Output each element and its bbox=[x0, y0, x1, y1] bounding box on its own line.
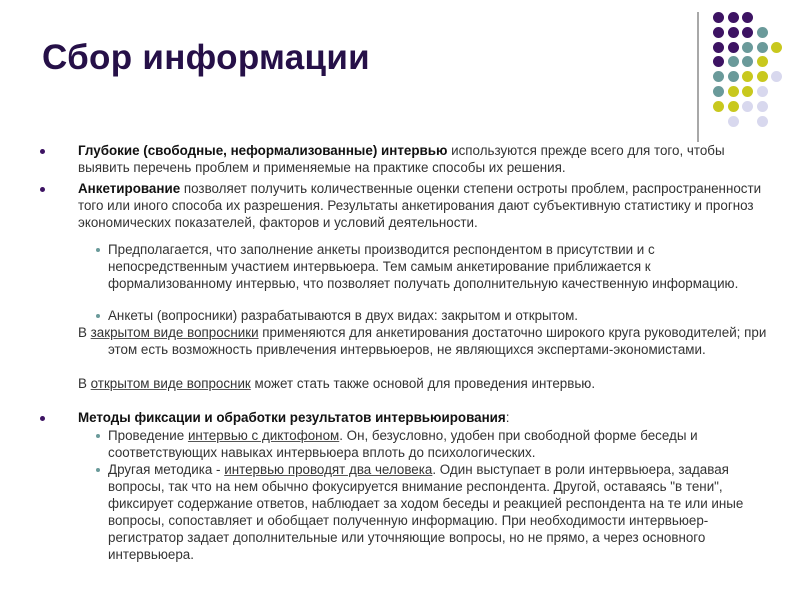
dot-lavender bbox=[771, 71, 782, 82]
bullet-questionnaire bbox=[78, 180, 768, 231]
bullet-icon bbox=[96, 314, 100, 318]
text: Другая методика - bbox=[108, 462, 225, 477]
dot-lavender bbox=[742, 101, 753, 112]
text: используются прежде всего для того, чтобы выявить перечень проблем и применяемые на практике способы их решения. bbox=[78, 143, 725, 175]
dot-purple bbox=[728, 42, 739, 53]
text: Анкеты (вопросники) разрабатываются в двух видах: закрытом и открытом. bbox=[108, 308, 578, 323]
underlined-term: интервью с диктофоном bbox=[187, 428, 340, 443]
dot-lavender bbox=[757, 86, 768, 97]
dot-purple bbox=[713, 56, 724, 67]
dot-lavender bbox=[757, 116, 768, 127]
dot-yellow bbox=[757, 56, 768, 67]
dot-yellow bbox=[728, 86, 739, 97]
term: Анкетирование bbox=[78, 181, 181, 196]
text: позволяет получить количественные оценки степени остроты проблем, распространенности того или иного способа их разрешения. Результаты анкетирования дают субъективную статистику и прогноз экономических показателей, факторов и условий деятельности. bbox=[78, 181, 762, 230]
dot-teal bbox=[742, 42, 753, 53]
dot-teal bbox=[728, 56, 739, 67]
term: Глубокие (свободные, неформализованные) интервью bbox=[78, 143, 448, 158]
bullet-methods bbox=[78, 409, 768, 426]
para-closed bbox=[78, 324, 788, 358]
text: . Он, безусловно, удобен при свободной форме беседы и соответствующих навыках интервьюера вплоть до психологических. bbox=[108, 428, 698, 460]
dot-yellow bbox=[771, 42, 782, 53]
dot-teal bbox=[713, 86, 724, 97]
dot-yellow bbox=[757, 71, 768, 82]
text: применяются для анкетирования достаточно широкого круга руководителей; при этом есть возможность привлечения интервьюеров, не являющихся экспертами-экономистами. bbox=[108, 325, 767, 357]
dot-purple bbox=[713, 12, 724, 23]
dot-yellow bbox=[728, 101, 739, 112]
underlined-term: открытом виде вопросник bbox=[90, 376, 251, 391]
bullet-icon bbox=[40, 149, 45, 154]
text: может стать также основой для проведения интервью. bbox=[250, 376, 596, 391]
dot-teal bbox=[757, 27, 768, 38]
dot-purple bbox=[713, 27, 724, 38]
bullet-icon bbox=[40, 416, 45, 421]
dot-purple bbox=[728, 27, 739, 38]
text: : bbox=[505, 410, 510, 425]
bullet-icon bbox=[40, 187, 45, 192]
bullet-deep-interviews bbox=[78, 142, 768, 176]
underlined-term: интервью проводят два человека bbox=[224, 462, 433, 477]
bullet-icon bbox=[96, 468, 100, 472]
text: Предполагается, что заполнение анкеты производится респондентом в присутствии и с непосредственным участием интервьюера. Тем самым анкетирование приближается к формализованному интервью, что позволяет получать дополнительную качественную информацию. bbox=[108, 242, 739, 291]
subbullet-two-types bbox=[108, 307, 768, 324]
subbullet-two-people bbox=[108, 461, 758, 563]
dot-teal bbox=[742, 56, 753, 67]
text: Проведение bbox=[108, 428, 188, 443]
dot-purple bbox=[728, 12, 739, 23]
text: . Один выступает в роли интервьюера, задавая вопросы, так что на нем обычно фокусируется внимание респондента. Другой, оставаясь "в тени", фиксирует содержание ответов, наблюдает за ходом беседы и реакцией респондента на те или иные вопросы, сопоставляет и обобщает полученную информацию. При необходимости интервьюер-регистратор задает дополнительные или уточняющие вопросы, но не прямо, а через основного интервьюера. bbox=[108, 462, 744, 562]
dot-purple bbox=[742, 27, 753, 38]
dot-teal bbox=[757, 42, 768, 53]
dot-lavender bbox=[728, 116, 739, 127]
text: В bbox=[78, 325, 91, 340]
dot-teal bbox=[713, 71, 724, 82]
subbullet-presence bbox=[108, 241, 758, 292]
dot-teal bbox=[728, 71, 739, 82]
dot-lavender bbox=[757, 101, 768, 112]
bullet-icon bbox=[96, 434, 100, 438]
slide-title: Сбор информации bbox=[42, 38, 370, 77]
dot-yellow bbox=[713, 101, 724, 112]
underlined-term: закрытом виде вопросники bbox=[90, 325, 259, 340]
divider-line bbox=[697, 12, 699, 142]
dot-yellow bbox=[742, 71, 753, 82]
subbullet-dictaphone bbox=[108, 427, 738, 461]
para-open bbox=[78, 375, 788, 392]
dot-purple bbox=[713, 42, 724, 53]
dot-yellow bbox=[742, 86, 753, 97]
dot-purple bbox=[742, 12, 753, 23]
bullet-icon bbox=[96, 248, 100, 252]
term: Методы фиксации и обработки результатов интервьюирования bbox=[78, 410, 506, 425]
text: В bbox=[78, 376, 91, 391]
